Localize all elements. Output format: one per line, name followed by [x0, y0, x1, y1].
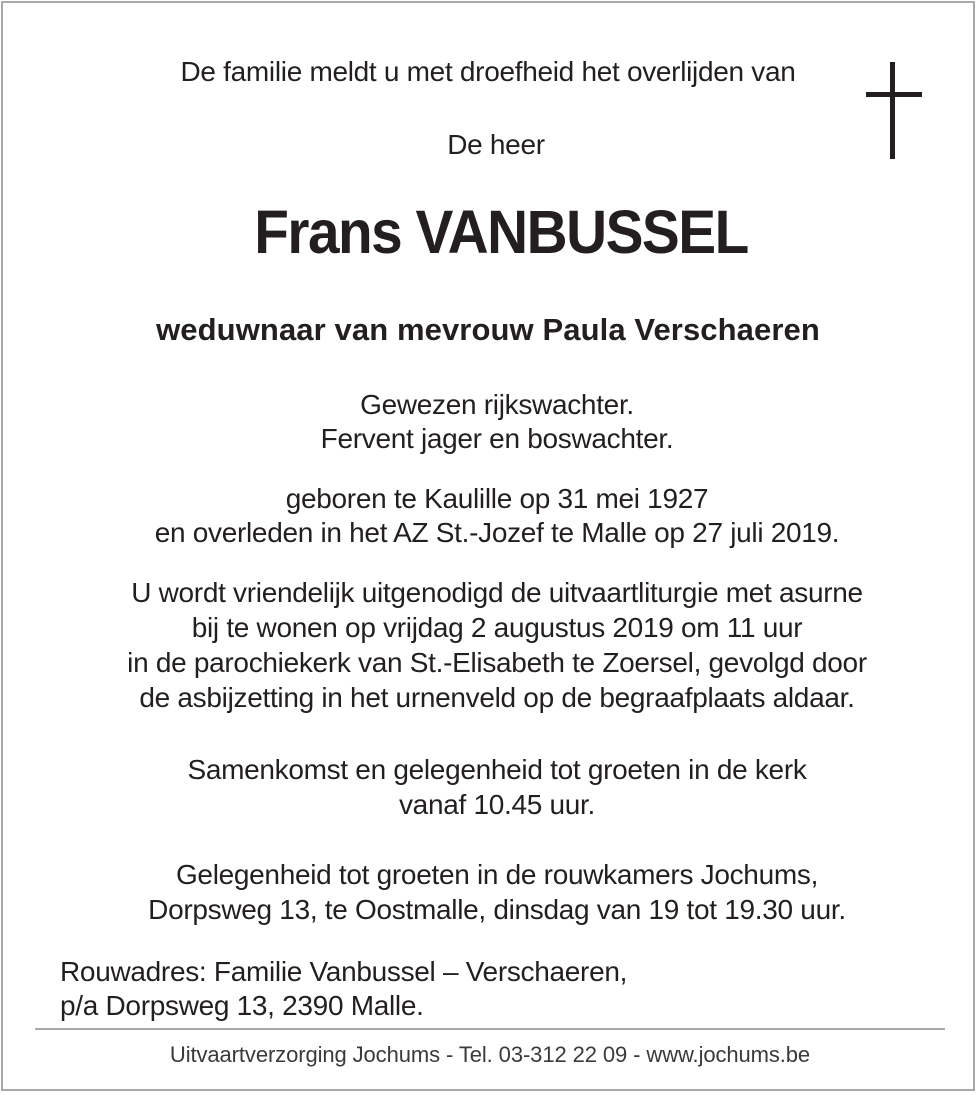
birth-line: geboren te Kaulille op 31 mei 1927: [285, 483, 709, 514]
viewing-line-1: Gelegenheid tot groeten in de rouwkamers Jochums,: [175, 859, 819, 890]
spouse-line: weduwnaar van mevrouw Paula Verschaeren: [156, 312, 820, 347]
deceased-name: Frans VANBUSSEL: [254, 198, 748, 266]
occupation-line-1: Gewezen rijkswachter.: [360, 389, 634, 420]
intro-text: De familie meldt u met droefheid het overlijden van: [180, 56, 796, 87]
gathering-line-2: vanaf 10.45 uur.: [398, 789, 596, 820]
funeral-line-1: U wordt vriendelijk uitgenodigd de uitvaartliturgie met asurne: [131, 577, 863, 608]
footer-contact: Uitvaartverzorging Jochums - Tel. 03-312 22 09 - www.jochums.be: [169, 1042, 811, 1067]
footer-divider: [35, 1028, 945, 1030]
death-line: en overleden in het AZ St.-Jozef te Malle op 27 juli 2019.: [154, 517, 840, 548]
gathering-line-1: Samenkomst en gelegenheid tot groeten in de kerk: [187, 754, 807, 785]
funeral-line-2: bij te wonen op vrijdag 2 augustus 2019 om 11 uur: [191, 612, 803, 643]
address-line-2: p/a Dorpsweg 13, 2390 Malle.: [60, 990, 424, 1021]
viewing-line-2: Dorpsweg 13, te Oostmalle, dinsdag van 19 tot 19.30 uur.: [148, 894, 846, 925]
funeral-line-4: de asbijzetting in het urnenveld op de begraafplaats aldaar.: [139, 682, 855, 713]
funeral-line-3: in de parochiekerk van St.-Elisabeth te Zoersel, gevolgd door: [127, 647, 867, 678]
address-line-1: Rouwadres: Familie Vanbussel – Verschaeren,: [60, 956, 628, 987]
honorific: De heer: [447, 129, 545, 160]
occupation-line-2: Fervent jager en boswachter.: [320, 423, 674, 454]
